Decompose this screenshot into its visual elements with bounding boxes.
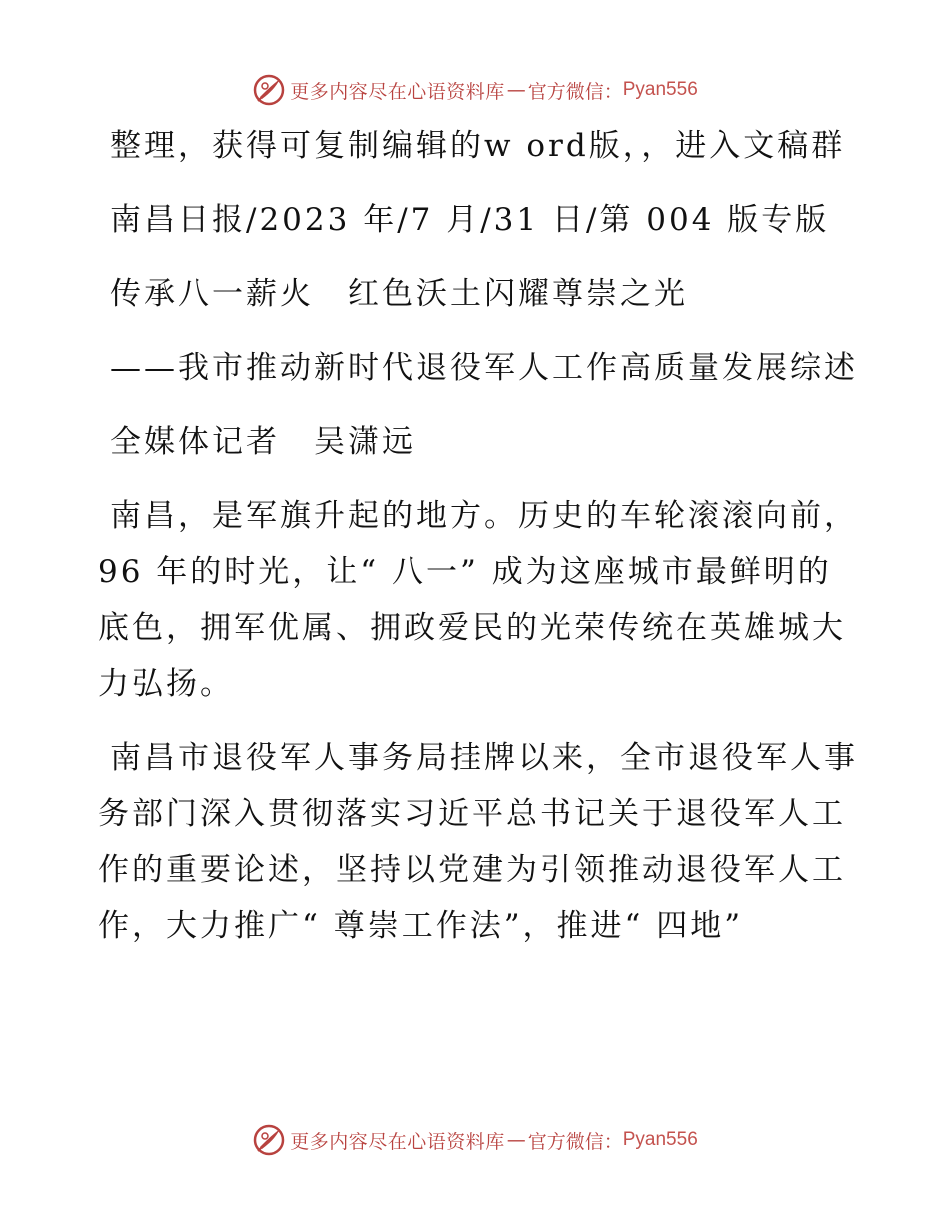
banner-dash: — (506, 79, 526, 101)
banner-wechat-label: 官方微信： (527, 80, 623, 103)
article-title: 传承八一薪火 红色沃土闪耀尊崇之光 (110, 276, 688, 312)
paragraph-intro-note: 整理，获得可复制编辑的w ord版，，进入文稿群 (110, 128, 846, 164)
banner-wechat-id: Pyan556 (622, 79, 698, 100)
banner-text: 更多内容尽在心语资料库 (290, 1130, 505, 1153)
paragraph-source-line: 南昌日报/2023 年/7 月/31 日/第 004 版专版 (110, 202, 830, 238)
banner-dash: — (506, 1129, 526, 1151)
quill-logo-icon (252, 1123, 286, 1157)
paragraph-body: 南昌，是军旗升起的地方。历史的车轮滚滚向前，96 年的时光，让“ 八一” 成为这座城市最鲜明的底色，拥军优属、拥政爱民的光荣传统在英雄城大力弘扬。 (98, 498, 858, 702)
paragraph-body: 南昌市退役军人事务局挂牌以来，全市退役军人事务部门深入贯彻落实习近平总书记关于退役军人工作的重要论述，坚持以党建为引领推动退役军人工作，大力推广“ 尊崇工作法”，推进“ 四地” (98, 740, 858, 944)
banner-wechat-id: Pyan556 (622, 1129, 698, 1150)
quill-logo-icon (252, 73, 286, 107)
article-subtitle: ——我市推动新时代退役军人工作高质量发展综述 (110, 350, 858, 386)
banner-wechat-label: 官方微信： (527, 1130, 623, 1153)
footer-banner[interactable] (0, 1120, 950, 1160)
article-byline: 全媒体记者 吴潇远 (110, 424, 416, 460)
header-banner[interactable] (0, 70, 950, 110)
document-body (98, 118, 858, 972)
banner-text: 更多内容尽在心语资料库 (290, 80, 505, 103)
